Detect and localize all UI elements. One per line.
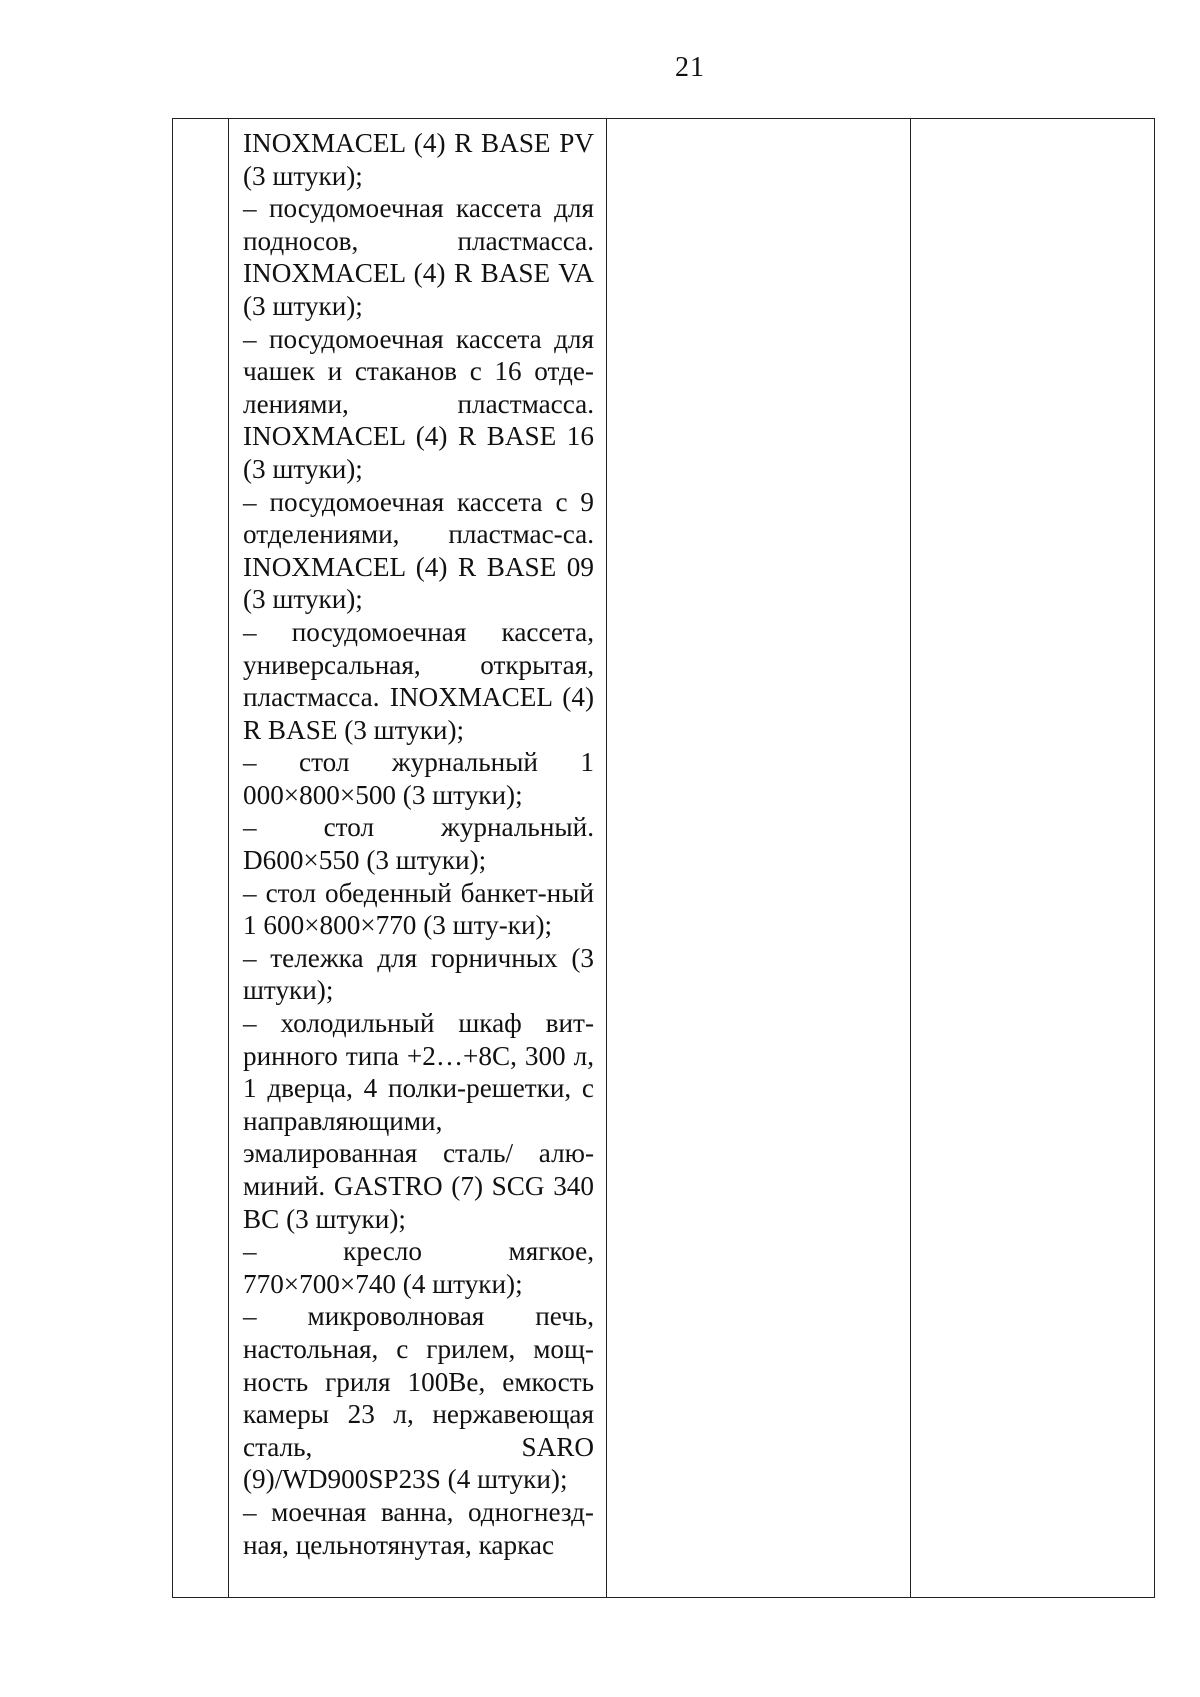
list-item: – посудомоечная кассета для чашек и стаканов с 16 отде-лениями, пластмасса. INOXMACEL (4) R BASE 16 (3 штуки); [243, 323, 594, 484]
page-number: 21 [675, 52, 705, 83]
list-item: – посудомоечная кассета, универсальная, открытая, пластмасса. INOXMACEL (4) R BASE (3 штуки); [243, 616, 594, 745]
list-item: – посудомоечная кассета для подносов, пластмасса. INOXMACEL (4) R BASE VA (3 штуки); [243, 193, 594, 321]
list-item: INOXMACEL (4) R BASE PV (3 штуки); [243, 128, 594, 191]
equipment-table [172, 118, 1155, 1598]
table-row [173, 119, 1155, 1598]
equipment-list [229, 119, 606, 1561]
list-item: – холодильный шкаф вит-ринного типа +2…+8С, 300 л, 1 дверца, 4 полки-решетки, с направляющими, эмалированная сталь/ алю-миний. GASTRO (7) SCG 340 BC (3 штуки); [243, 1008, 594, 1234]
list-item: – моечная ванна, одногнезд-ная, цельнотянутая, каркас [243, 1496, 594, 1560]
equipment-list-cell [229, 119, 607, 1598]
empty-cell-third-column [607, 119, 911, 1598]
list-item: – посудомоечная кассета с 9 отделениями, пластмас-са. INOXMACEL (4) R BASE 09 (3 штуки); [243, 486, 594, 615]
list-item: – стол журнальный 1 000×800×500 (3 штуки); [243, 747, 594, 810]
list-item: – микроволновая печь, настольная, с грилем, мощ-ность гриля 100Ве, емкость камеры 23 л, нержавеющая сталь, SARO (9)/WD900SP23S (4 штуки); [243, 1301, 594, 1495]
empty-cell-fourth-column [911, 119, 1155, 1598]
row-number-cell [173, 119, 229, 1598]
list-item: – стол журнальный. D600×550 (3 штуки); [243, 812, 594, 876]
list-item: – стол обеденный банкет-ный 1 600×800×770 (3 шту-ки); [243, 877, 594, 941]
list-item: – кресло мягкое, 770×700×740 (4 штуки); [243, 1236, 594, 1299]
list-item: – тележка для горничных (3 штуки); [243, 942, 594, 1006]
